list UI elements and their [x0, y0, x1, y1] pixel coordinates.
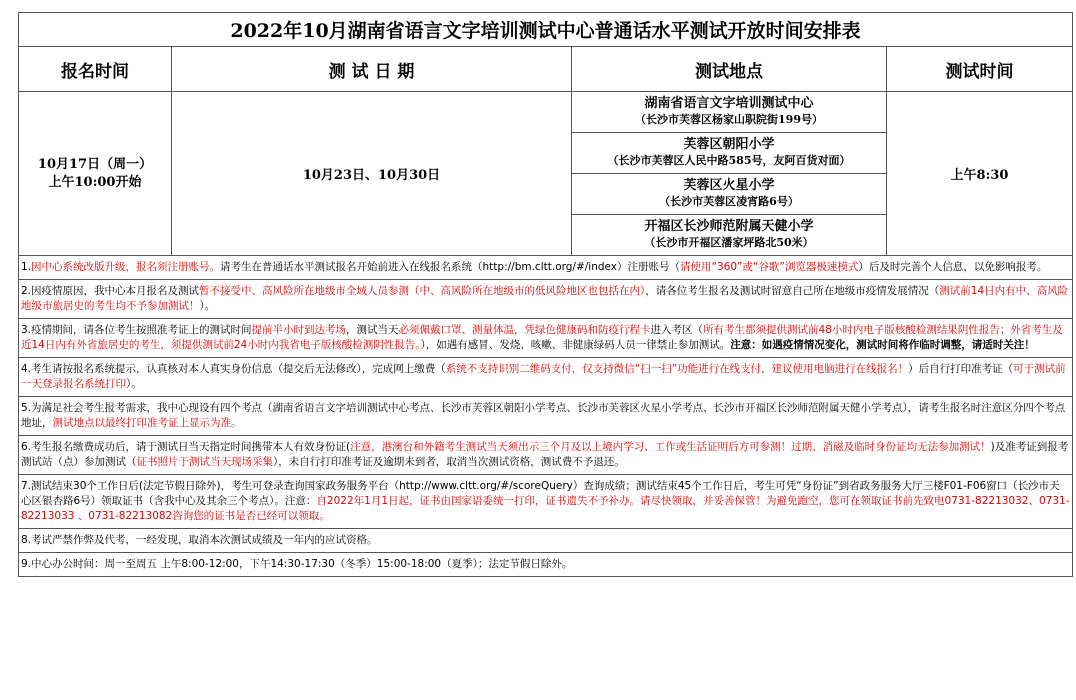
location-0: [572, 92, 887, 133]
note-text: 测试地点以最终打印准考证上显示为准。: [52, 417, 242, 429]
note-text: ）。: [199, 300, 216, 312]
location-address: （长沙市开福区潘家坪路北50米）: [644, 236, 814, 249]
note-text: ），未自行打印准考证及逾期未到者，取消当次测试资格，测试费不予退还。: [273, 456, 625, 468]
note-text: ）后及时完善个人信息，以免影响报考。: [858, 261, 1048, 273]
note-text: ，测试当天: [346, 324, 399, 336]
note-text: ，请各位考生报名及测试时留意自己所在地级市疫情发展情况（: [645, 285, 940, 297]
schedule-table: [18, 12, 1073, 577]
location-2: [572, 174, 887, 215]
note-text: )及准考证到报考测试站（点）参加测试（: [21, 441, 1069, 468]
test-dates: 10月23日、10月30日: [172, 92, 572, 256]
note-text: 请考生在普通话水平测试报名开始前进入在线报名系统（http://bm.cltt.org/#/index）注册账号（: [220, 261, 681, 273]
note-text: 因中心系统改版升级，报名须注册账号。: [31, 261, 221, 273]
note-text: 请使用“360”或“谷歌”浏览器极速模式: [680, 261, 859, 273]
note-text: 4.考生请按报名系统提示，认真核对本人真实身份信息（提交后无法修改），完成网上缴费（: [21, 363, 446, 375]
note-text: 暂不接受中、高风险所在地级市全域人员参测（中、高风险所在地级市的低风险地区也包括在内）: [199, 285, 646, 297]
registration-date: 10月17日（周一）: [37, 156, 153, 172]
note-text: 进入考区（: [650, 324, 704, 336]
note-text: 提前半小时到达考场: [251, 324, 347, 336]
header-test-date: 测 试 日 期: [172, 47, 572, 92]
note-5: [19, 397, 1073, 436]
note-text: 7.测试结束30个工作日后(法定节假日除外)，考生可登录查询国家政务服务平台（http://www.cltt.org/#/scoreQuery）查询成绩；测试结束45个工作日后，考生可凭“身份证”到省政务服务大厅三楼F01-F06窗口（长沙市天心区银杏路6号）领取证书（含我中心及其余三个考点）。注意：: [21, 480, 1060, 507]
note-text: ）后自行打印准考证（: [908, 363, 1014, 375]
note-text: 测试前14日内有中、高风险地级市旅居史的考生均不予参加测试！: [21, 285, 1069, 312]
note-text: ），如遇有感冒、发烧、咳嗽、非健康绿码人员一律禁止参加测试。: [420, 339, 731, 351]
location-address: （长沙市芙蓉区凌宵路6号）: [659, 195, 799, 208]
note-text: 6.考生报名缴费成功后，请于测试日当天指定时间携带本人有效身份证(: [21, 441, 351, 453]
note-2: [19, 280, 1073, 319]
registration-cell: [19, 92, 172, 256]
note-text: 所有考生都须提供测试前48小时内电子版核酸检测结果阴性报告；外省考生及近14日内有外省旅居史的考生，须提供测试前24小时内我省电子版核酸检测阴性报告。: [21, 324, 1063, 351]
note-text: 注意：如遇疫情情况变化，测试时间将作临时调整，请适时关注！: [730, 339, 1035, 351]
note-6: [19, 436, 1073, 475]
location-address: （长沙市芙蓉区人民中路585号，友阿百货对面）: [607, 154, 851, 167]
location-name: 芙蓉区朝阳小学: [683, 137, 775, 152]
location-name: 湖南省语言文字培训测试中心: [644, 96, 814, 111]
header-test-location: 测试地点: [572, 47, 887, 92]
note-text: 必须佩戴口罩、测量体温，凭绿色健康码和防疫行程卡: [398, 324, 651, 336]
location-name: 芙蓉区火星小学: [683, 178, 775, 193]
location-name: 开福区长沙师范附属天健小学: [644, 219, 814, 234]
note-8: 8.考试严禁作弊及代考，一经发现，取消本次测试成绩及一年内的应试资格。: [19, 529, 1073, 553]
note-text: 1.: [21, 261, 32, 273]
registration-start: 上午10:00开始: [48, 174, 142, 190]
note-9: 9.中心办公时间：周一至周五 上午8:00-12:00，下午14:30-17:30（冬季）15:00-18:00（夏季）；法定节假日除外。: [19, 553, 1073, 577]
page-title: 2022年10月湖南省语言文字培训测试中心普通话水平测试开放时间安排表: [19, 13, 1073, 47]
note-text: 2.因疫情原因，我中心本月报名及测试: [21, 285, 200, 297]
header-test-time: 测试时间: [887, 47, 1073, 92]
location-1: [572, 133, 887, 174]
note-1: [19, 256, 1073, 280]
note-text: 3.疫情期间，请各位考生按照准考证上的测试时间: [21, 324, 252, 336]
note-text: 注意，港澳台和外籍考生测试当天须出示三个月及以上境内学习、工作或生活证明后方可参测！过期、消磁及临时身份证均无法参加测试！: [350, 441, 991, 453]
note-text: 系统不支持识别二维码支付，仅支持微信“扫一扫”功能进行在线支付，建议使用电脑进行在线报名！: [445, 363, 909, 375]
header-registration-time: 报名时间: [19, 47, 172, 92]
note-text: 可于测试前一天登录报名系统打印: [21, 363, 1066, 390]
location-address: （长沙市芙蓉区杨家山职院街199号）: [635, 113, 823, 126]
note-text: 5.为满足社会考生报考需求，我中心现设有四个考点（湖南省语言文字培训测试中心考点、长沙市芙蓉区朝阳小学考点、长沙市芙蓉区火星小学考点、长沙市开福区长沙师范附属天健小学考点），请考生报名时注意区分四个考点地址，: [21, 402, 1066, 429]
note-7: [19, 475, 1073, 529]
note-3: [19, 319, 1073, 358]
note-text: ）。: [126, 378, 142, 390]
test-time: 上午8:30: [887, 92, 1073, 256]
schedule-sheet: [18, 12, 1072, 577]
note-4: [19, 358, 1073, 397]
note-text: 证书照片于测试当天现场采集: [136, 456, 273, 468]
location-3: [572, 215, 887, 256]
note-text: 自2022年1月1日起，证书由国家语委统一打印，证书遗失不予补办。请尽快领取，并妥善保管！为避免跑空，您可在领取证书前先致电0731-82213032、0731-82213033 、0731-82213082咨询您的证书是否已经可以领取。: [21, 495, 1070, 522]
